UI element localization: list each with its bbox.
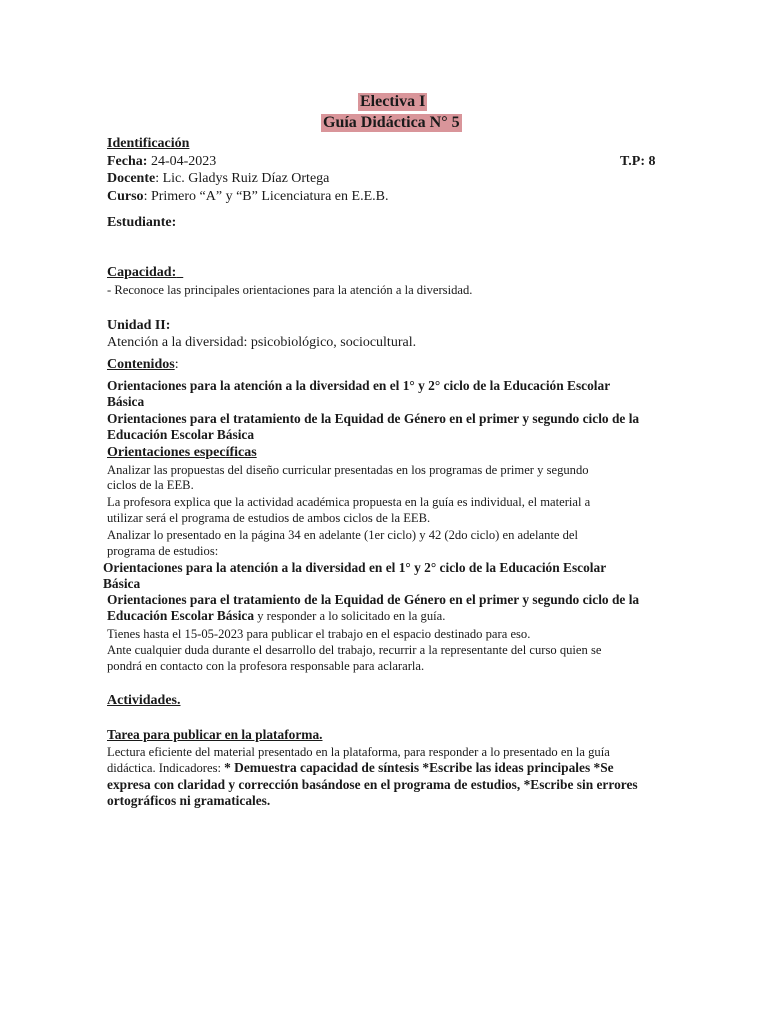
fecha-line (107, 153, 216, 170)
orientaciones-p5-line-2: pondrá en contacto con la profesora responsable para aclararla. (107, 659, 425, 673)
identificacion-heading: Identificación (107, 136, 190, 151)
actividades-line-2 (107, 760, 614, 776)
orientaciones-bold-2-emphasis: Educación Escolar Básica (107, 608, 255, 623)
fecha-value: 24-04-2023 (147, 154, 217, 169)
docente-value: : Lic. Gladys Ruiz Díaz Ortega (155, 171, 330, 186)
document-subtitle: Guía Didáctica N° 5 (323, 114, 460, 131)
orientaciones-p2-line-1: La profesora explica que la actividad académica propuesta en la guía es individual, el material a (107, 495, 591, 509)
document-title: Electiva I (360, 93, 426, 110)
indicadores-bold: * Demuestra capacidad de síntesis *Escribe las ideas principales *Se (224, 760, 614, 775)
orientaciones-bold-2-rest: y responder a lo solicitado en la guía. (254, 609, 446, 623)
contenido-item-1-line-1: Orientaciones para la atención a la diversidad en el 1° y 2° ciclo de la Educación Escolar (107, 378, 611, 393)
actividades-line-1: Lectura eficiente del material presentado en la plataforma, para responder a lo presentado en la guía (107, 745, 610, 759)
orientaciones-p2-line-2: utilizar será el programa de estudios de ambos ciclos de la EEB. (107, 511, 431, 525)
capacidad-heading-text: Capacidad: (107, 265, 177, 280)
contenidos-heading: Contenidos (107, 357, 175, 372)
contenido-item-2-line-2: Educación Escolar Básica (107, 427, 255, 442)
capacidad-text: - Reconoce las principales orientaciones para la atención a la diversidad. (107, 283, 473, 297)
tarea-heading: Tarea para publicar en la plataforma. (107, 727, 323, 742)
fecha-label: Fecha: (107, 154, 148, 169)
orientaciones-deadline: Tienes hasta el 15-05-2023 para publicar el trabajo en el espacio destinado para eso. (107, 627, 531, 641)
curso-value: : Primero “A” y “B” Licenciatura en E.E.B. (143, 189, 389, 204)
curso-line (107, 188, 388, 205)
actividades-heading: Actividades. (107, 693, 181, 708)
orientaciones-bold-1-line-2: Básica (103, 576, 141, 591)
estudiante-label: Estudiante: (107, 215, 177, 230)
orientaciones-bold-1-line-1: Orientaciones para la atención a la diversidad en el 1° y 2° ciclo de la Educación Escolar (103, 560, 607, 575)
contenido-item-2-line-1: Orientaciones para el tratamiento de la Equidad de Género en el primer y segundo ciclo de la (107, 411, 640, 426)
orientaciones-bold-2-line-2 (107, 608, 445, 624)
orientaciones-bold-2-line-1: Orientaciones para el tratamiento de la Equidad de Género en el primer y segundo ciclo de la (107, 592, 640, 607)
orientaciones-p1-line-2: ciclos de la EEB. (107, 478, 194, 492)
orientaciones-p3-line-2: programa de estudios: (107, 544, 219, 558)
unidad-heading: Unidad II: (107, 318, 171, 333)
orientaciones-p5-line-1: Ante cualquier duda durante el desarrollo del trabajo, recurrir a la representante del curso quien se (107, 643, 602, 657)
orientaciones-heading: Orientaciones específicas (107, 445, 257, 460)
docente-label: Docente (107, 171, 156, 186)
contenidos-heading-line (107, 356, 179, 373)
curso-label: Curso (107, 189, 144, 204)
capacidad-heading (107, 264, 183, 281)
docente-line (107, 170, 329, 187)
actividades-line-3: expresa con claridad y corrección basándose en el programa de estudios, *Escribe sin errores (107, 777, 638, 792)
contenido-item-1-line-2: Básica (107, 394, 145, 409)
indicadores-label: didáctica. Indicadores: (107, 761, 225, 775)
contenidos-colon: : (174, 357, 179, 372)
actividades-line-4: ortográficos ni gramaticales. (107, 793, 271, 808)
tp-label: T.P: 8 (620, 154, 656, 169)
orientaciones-p1-line-1: Analizar las propuestas del diseño curricular presentadas en los programas de primer y segundo (107, 463, 589, 477)
orientaciones-p3-line-1: Analizar lo presentado en la página 34 en adelante (1er ciclo) y 42 (2do ciclo) en adelante del (107, 528, 579, 542)
unidad-text: Atención a la diversidad: psicobiológico, sociocultural. (107, 335, 417, 350)
